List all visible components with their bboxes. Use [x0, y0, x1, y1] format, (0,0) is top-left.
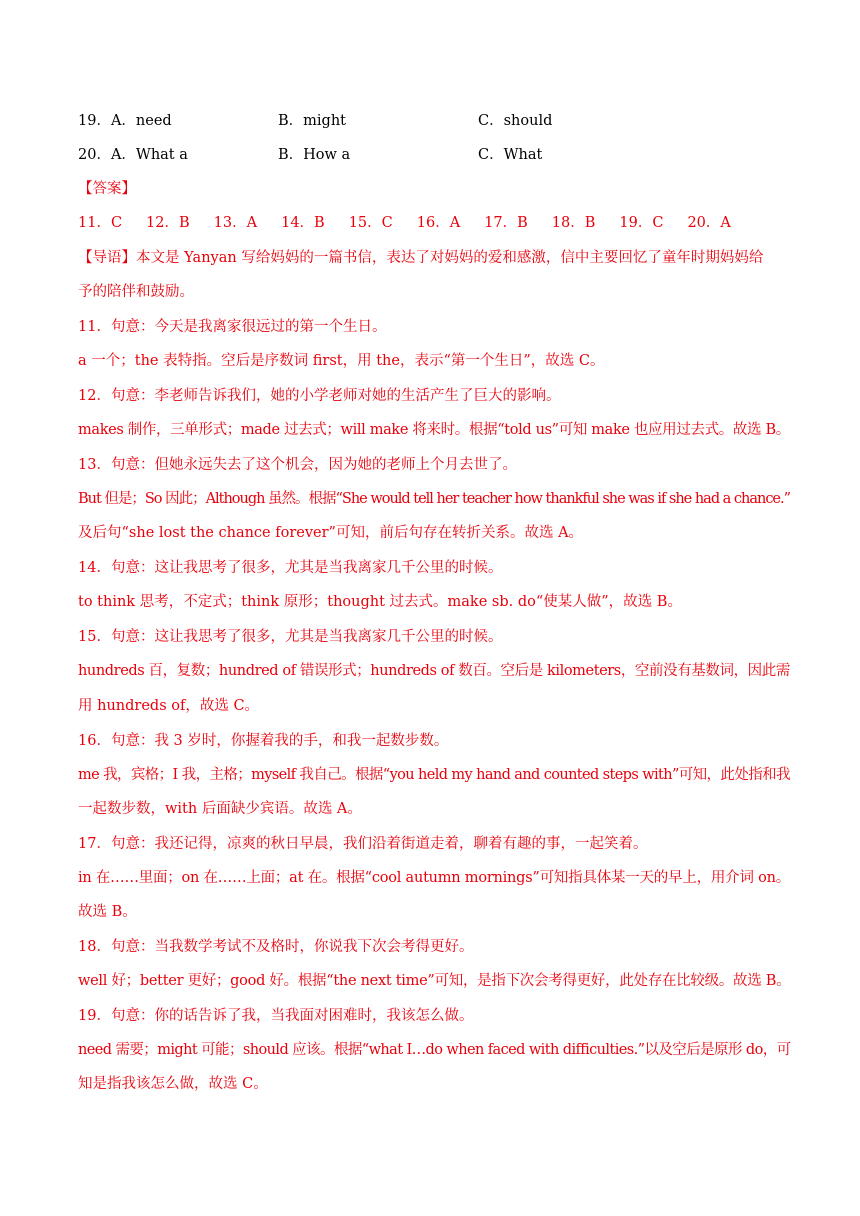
explanation-text: 用 hundreds of，故选 C。: [78, 698, 260, 714]
answer-item: 19．C: [619, 215, 664, 231]
option-c: C．should: [478, 113, 553, 129]
explanation-text: 及后句“she lost the chance forever”可知，前后句存在转折关系。故选 A。: [78, 525, 584, 541]
option-row-20: [78, 145, 778, 165]
question-number: [78, 111, 172, 131]
explanation-text: 知是指我该怎么做，故选 C。: [78, 1076, 268, 1092]
explanation-text: 故选 B。: [78, 904, 137, 920]
option-num: 19．: [78, 113, 111, 129]
explanation-question: 13．句意：但她永远失去了这个机会，因为她的老师上个月去世了。: [78, 457, 517, 473]
answer-heading: 【答案】: [78, 181, 136, 197]
answer-item: 13．A: [213, 215, 258, 231]
explanation-question: 12．句意：李老师告诉我们，她的小学老师对她的生活产生了巨大的影响。: [78, 388, 561, 404]
answer-item: 20．A: [687, 215, 731, 231]
intro-line-1: [78, 248, 763, 268]
explanation-text: need 需要；might 可能；should 应该。根据“what I…do when faced with difficulties.”以及空后是原形 do，可: [78, 1042, 791, 1058]
answer-item: 18．B: [551, 215, 596, 231]
explanation-question: 16．句意：我 3 岁时，你握着我的手，和我一起数步数。: [78, 733, 449, 749]
answer-item: 14．B: [281, 215, 325, 231]
explanation-text: to think 思考，不定式；think 原形；thought 过去式。make sb. do“使某人做”，故选 B。: [78, 594, 682, 610]
explanation-text: well 好；better 更好；good 好。根据“the next time”可知，是指下次会考得更好，此处存在比较级。故选 B。: [78, 973, 791, 989]
option-b: B．How a: [278, 147, 351, 163]
explanation-text: 一起数步数，with 后面缺少宾语。故选 A。: [78, 801, 362, 817]
explanation-text: But 但是；So 因此；Although 虽然。根据“She would tell her teacher how thankful she was if she had a chance.”: [78, 491, 791, 507]
answer-item: 12．B: [146, 215, 190, 231]
explanation-text: makes 制作，三单形式；made 过去式；will make 将来时。根据“told us”可知 make 也应用过去式。故选 B。: [78, 422, 790, 438]
answer-item: 11．C: [78, 215, 123, 231]
explanation-question: 19．句意：你的话告诉了我，当我面对困难时，我该怎么做。: [78, 1008, 474, 1024]
explanation-question: 14．句意：这让我思考了很多，尤其是当我离家几千公里的时候。: [78, 560, 503, 576]
option-a: A．need: [110, 113, 172, 129]
answer-item: 15．C: [348, 215, 393, 231]
explanation-text: me 我，宾格；I 我，主格；myself 我自己。根据“you held my hand and counted steps with”可知，此处指和我: [78, 767, 790, 783]
option-a: A．What a: [110, 147, 188, 163]
explanation-question: 11．句意：今天是我离家很远过的第一个生日。: [78, 319, 387, 335]
option-num: 20．: [78, 147, 111, 163]
explanation-question: 17．句意：我还记得，凉爽的秋日早晨，我们沿着街道走着，聊着有趣的事，一起笑着。: [78, 836, 648, 852]
answer-item: 16．A: [416, 215, 461, 231]
option-row-19: [78, 111, 778, 131]
explanation-text: a 一个；the 表特指。空后是序数词 first，用 the，表示“第一个生日”，故选 C。: [78, 353, 605, 369]
option-b: B．might: [278, 113, 346, 129]
explanation-question: 18．句意：当我数学考试不及格时，你说我下次会考得更好。: [78, 939, 474, 955]
intro-text: 本文是 Yanyan 写给妈妈的一篇书信，表达了对妈妈的爱和感激，信中主要回忆了童年时期妈妈给: [136, 250, 764, 266]
explanation-text: hundreds 百，复数；hundred of 错误形式；hundreds of 数百。空后是 kilometers，空前没有基数词，因此需: [78, 663, 790, 679]
option-c: C．What: [478, 147, 543, 163]
explanation-text: in 在……里面；on 在……上面；at 在。根据“cool autumn mornings”可知指具体某一天的早上，用介词 on。: [78, 870, 790, 886]
question-number: [78, 145, 188, 165]
intro-line-2: 予的陪伴和鼓励。: [78, 284, 194, 300]
explanation-question: 15．句意：这让我思考了很多，尤其是当我离家几千公里的时候。: [78, 629, 503, 645]
intro-tag: 【导语】: [78, 250, 136, 266]
answer-item: 17．B: [484, 215, 528, 231]
answer-list: [78, 213, 755, 233]
